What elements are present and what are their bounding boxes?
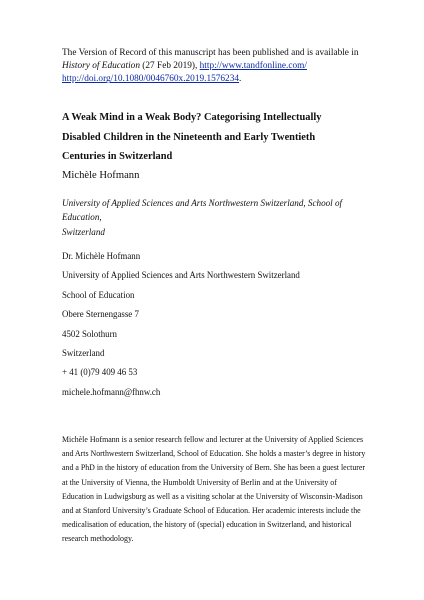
- contact-city: 4502 Solothurn: [62, 328, 117, 339]
- bio-line: research methodology.: [62, 534, 134, 544]
- doi-link[interactable]: http://doi.org/10.1080/0046760x.2019.1576234: [62, 74, 239, 85]
- author-biography: [62, 433, 372, 547]
- journal-name: History of Education: [62, 61, 140, 72]
- author-name: Michèle Hofmann: [62, 170, 140, 181]
- paper-title: [62, 108, 362, 167]
- publication-date: (27 Feb 2019),: [139, 61, 200, 72]
- bio-line: and a PhD in the history of education from the University of Bern. She has been a guest lecturer: [62, 463, 366, 473]
- affiliation-line: Switzerland: [62, 226, 105, 237]
- contact-country: Switzerland: [62, 347, 105, 358]
- contact-institution: University of Applied Sciences and Arts Northwestern Switzerland: [62, 270, 300, 281]
- publication-notice: [62, 47, 382, 87]
- bio-line: Education in Ludwigsburg as well as a visiting scholar at the University of Wisconsin-Madison: [62, 491, 363, 501]
- contact-address: [62, 251, 300, 406]
- contact-email: michele.hofmann@fhnw.ch: [62, 386, 161, 397]
- affiliation-line: University of Applied Sciences and Arts Northwestern Switzerland, School of Education,: [62, 198, 343, 223]
- contact-school: School of Education: [62, 289, 135, 300]
- title-line: Disabled Children in the Nineteenth and Early Twentieth: [62, 131, 316, 143]
- contact-name: Dr. Michèle Hofmann: [62, 251, 141, 261]
- author-affiliation: [62, 196, 372, 239]
- bio-line: and Arts Northwestern Switzerland, School of Education. She holds a master’s degree in history: [62, 449, 366, 459]
- notice-end: .: [239, 74, 242, 85]
- bio-line: at the University of Vienna, the Humboldt University of Berlin and at the University of: [62, 477, 337, 487]
- bio-line: Michèle Hofmann is a senior research fellow and lecturer at the University of Applied Sciences: [62, 435, 364, 444]
- tandfonline-link[interactable]: http://www.tandfonline.com/: [199, 61, 307, 72]
- notice-text: The Version of Record of this manuscript has been published and is available in: [62, 48, 359, 58]
- contact-street: Obere Sternengasse 7: [62, 309, 139, 320]
- bio-line: and at Stanford University’s Graduate School of Education. Her academic interests include the: [62, 506, 361, 516]
- contact-phone: + 41 (0)79 409 46 53: [62, 367, 138, 378]
- title-line: A Weak Mind in a Weak Body? Categorising Intellectually: [62, 112, 322, 123]
- bio-line: medicalisation of education, the history of (special) education in Switzerland, and historical: [62, 520, 352, 530]
- title-line: Centuries in Switzerland: [62, 151, 173, 163]
